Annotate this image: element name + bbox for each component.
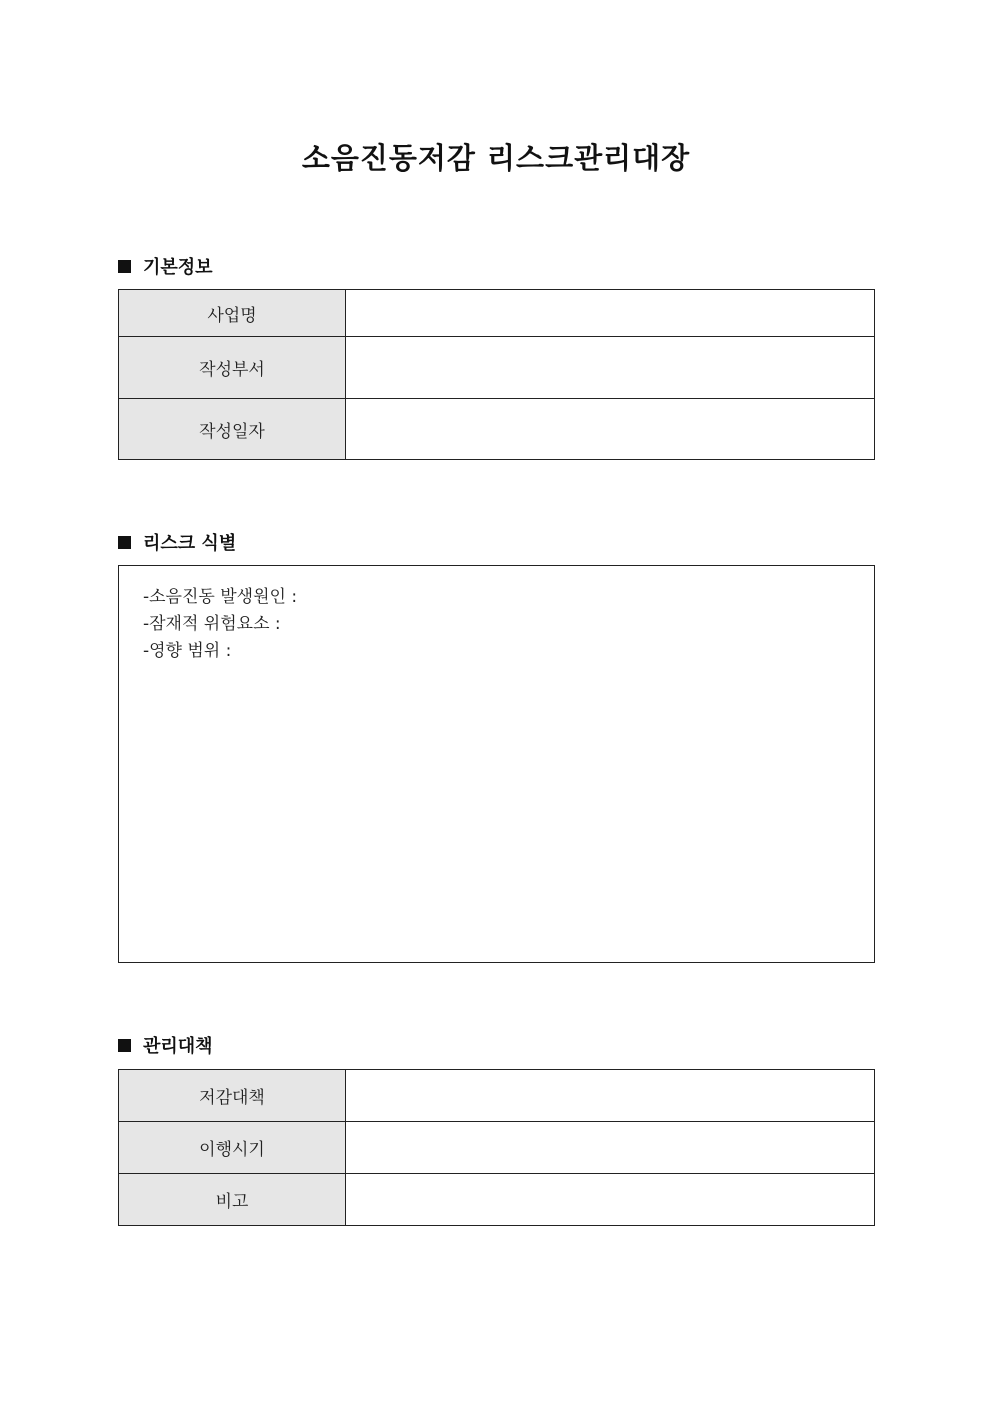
table-row xyxy=(119,337,875,399)
table-row xyxy=(119,1174,875,1226)
risk-line-hazard: -잠재적 위험요소 : xyxy=(143,614,281,634)
section-heading-label: 기본정보 xyxy=(143,257,213,278)
label-department: 작성부서 xyxy=(119,337,346,399)
schedule-field[interactable] xyxy=(346,1122,875,1174)
department-field[interactable] xyxy=(346,337,875,399)
section-heading-label: 관리대책 xyxy=(143,1036,213,1057)
project-name-field[interactable] xyxy=(346,290,875,337)
remarks-field[interactable] xyxy=(346,1174,875,1226)
table-row xyxy=(119,290,875,337)
section-heading-risk-identification xyxy=(118,529,236,555)
section-heading-basic-info xyxy=(118,253,213,279)
risk-identification-box[interactable] xyxy=(118,565,875,963)
table-row xyxy=(119,399,875,460)
black-square-icon xyxy=(118,1039,131,1052)
label-mitigation: 저감대책 xyxy=(119,1070,346,1122)
table-row xyxy=(119,1070,875,1122)
document-title: 소음진동저감 리스크관리대장 xyxy=(301,141,691,175)
management-table xyxy=(118,1069,875,1226)
risk-line-scope: -영향 범위 : xyxy=(143,641,232,661)
basic-info-table xyxy=(118,289,875,460)
section-heading-management xyxy=(118,1032,213,1058)
risk-line-cause: -소음진동 발생원인 : xyxy=(143,587,298,607)
black-square-icon xyxy=(118,260,131,273)
label-project-name: 사업명 xyxy=(119,290,346,337)
label-schedule: 이행시기 xyxy=(119,1122,346,1174)
mitigation-field[interactable] xyxy=(346,1070,875,1122)
black-square-icon xyxy=(118,536,131,549)
risk-lines xyxy=(143,584,297,665)
table-row xyxy=(119,1122,875,1174)
label-remarks: 비고 xyxy=(119,1174,346,1226)
label-date: 작성일자 xyxy=(119,399,346,460)
date-field[interactable] xyxy=(346,399,875,460)
section-heading-label: 리스크 식별 xyxy=(143,533,237,554)
